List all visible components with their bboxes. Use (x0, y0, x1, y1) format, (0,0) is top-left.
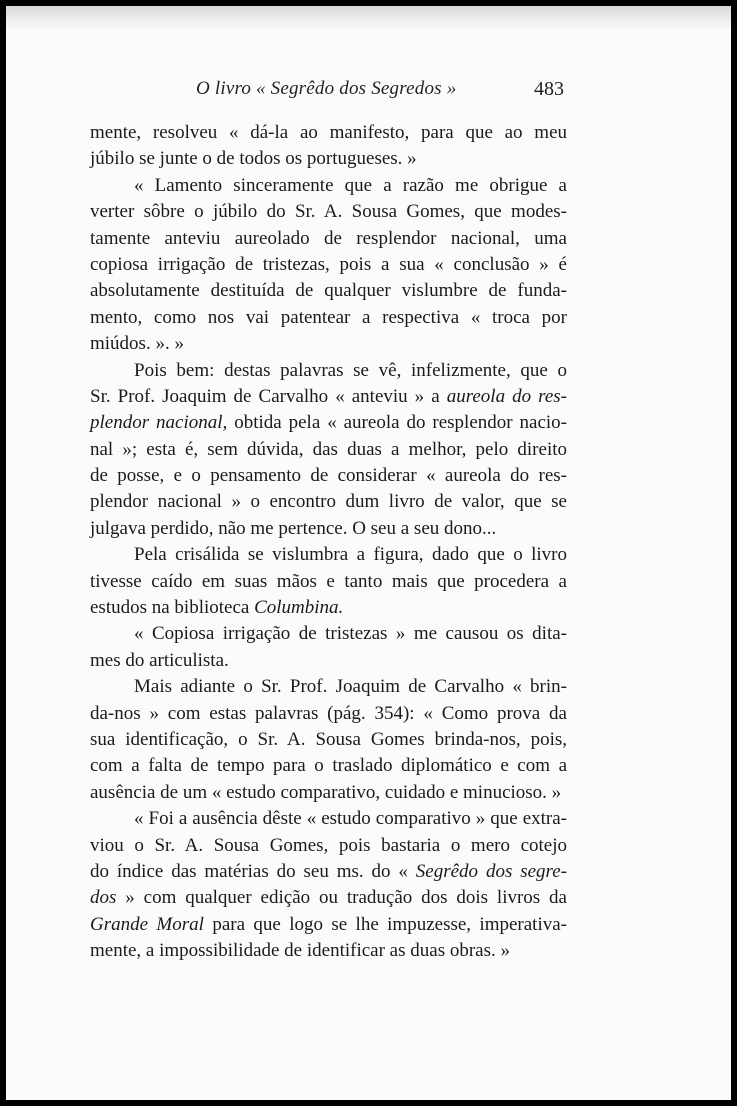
text-segment: miúdos. ». » (90, 333, 184, 355)
text-segment: mente, a impossibilidade de identificar as duas obras. » (90, 940, 510, 962)
text-line (90, 173, 567, 199)
italic-text: Grande Moral (90, 913, 204, 935)
text-line (90, 859, 567, 885)
text-segment: julgava perdido, não me pertence. O seu a seu dono... (90, 517, 497, 539)
text-line (90, 146, 567, 172)
text-segment: da-nos » com estas palavras (pág. 354): « Como prova da (90, 702, 567, 724)
page-number: 483 (534, 78, 564, 100)
text-segment: ausência de um « estudo comparativo, cuidado e minucioso. » (90, 781, 562, 803)
text-line (90, 252, 567, 278)
text-segment: verter sôbre o júbilo do Sr. A. Sousa Gomes, que modes- (90, 201, 567, 223)
text-segment: para que logo se lhe impuzesse, imperativa- (203, 913, 567, 935)
text-segment: viou o Sr. A. Sousa Gomes, pois bastaria o mero cotejo (90, 834, 567, 856)
text-segment: plendor nacional » o encontro dum livro de valor, que se (90, 491, 567, 513)
text-segment: tamente anteviu aureolado de resplendor nacional, uma (90, 227, 567, 249)
text-segment: Pois bem: destas palavras se vê, infelizmente, que o (134, 359, 567, 381)
scan-shadow (6, 6, 731, 30)
text-segment: « Lamento sinceramente que a razão me obrigue a (134, 174, 567, 196)
text-line (90, 912, 567, 938)
text-line (90, 569, 567, 595)
text-segment: Mais adiante o Sr. Prof. Joaquim de Carvalho « brin- (134, 676, 567, 698)
text-segment: nal »; esta é, sem dúvida, das duas a melhor, pelo direito (90, 438, 567, 460)
text-segment: júbilo se junte o de todos os portugueses. » (90, 148, 417, 170)
text-line (90, 806, 567, 832)
text-segment: estudos na biblioteca (90, 597, 255, 619)
text-segment: obtida pela « aureola do resplendor nacio- (227, 412, 567, 434)
text-segment: mento, como nos vai patentear a respectiva « troca por (90, 306, 567, 328)
text-segment: sua identificação, o Sr. A. Sousa Gomes brinda-nos, pois, (90, 728, 567, 750)
text-line (90, 489, 567, 515)
text-line (90, 516, 567, 542)
text-line (90, 621, 567, 647)
italic-text: plendor nacional, (90, 412, 228, 434)
text-segment: do índice das matérias do seu ms. do « (90, 860, 416, 882)
text-line (90, 384, 567, 410)
text-line (90, 331, 567, 357)
italic-text: Segrêdo dos segre- (415, 860, 567, 882)
running-head: O livro « Segrêdo dos Segredos » (196, 78, 457, 99)
italic-text: dos (90, 887, 117, 909)
text-segment: mes do articulista. (90, 649, 229, 671)
text-line (90, 833, 567, 859)
text-segment: Pela crisálida se vislumbra a figura, dado que o livro (134, 544, 567, 566)
italic-text: Columbina. (254, 597, 344, 619)
text-segment: mente, resolveu « dá-la ao manifesto, para que ao meu (90, 122, 567, 143)
text-line (90, 199, 567, 225)
text-line (90, 595, 567, 621)
text-segment: Sr. Prof. Joaquim de Carvalho « anteviu » a (90, 385, 447, 407)
text-line (90, 701, 567, 727)
text-line (90, 278, 567, 304)
body-text (90, 120, 567, 965)
text-line (90, 674, 567, 700)
text-line (90, 885, 567, 911)
text-line (90, 542, 567, 568)
text-segment: « Foi a ausência dêste « estudo comparativo » que extra- (134, 808, 567, 830)
text-line (90, 120, 567, 146)
text-line (90, 938, 567, 964)
text-line (90, 727, 567, 753)
text-line (90, 463, 567, 489)
text-segment: copiosa irrigação de tristezas, pois a sua « conclusão » é (90, 253, 567, 275)
text-segment: com a falta de tempo para o traslado diplomático e com a (90, 755, 567, 777)
text-line (90, 226, 567, 252)
text-segment: tivesse caído em suas mãos e tanto mais que procedera a (90, 570, 567, 592)
text-segment: » com qualquer edição ou tradução dos dois livros da (116, 887, 567, 909)
text-segment: absolutamente destituída de qualquer vislumbre de funda- (90, 280, 567, 302)
text-segment: de posse, e o pensamento de considerar « aureola do res- (90, 465, 567, 487)
book-page (6, 6, 731, 1100)
italic-text: aureola do res- (446, 385, 567, 407)
text-line (90, 437, 567, 463)
text-segment: « Copiosa irrigação de tristezas » me causou os dita- (134, 623, 567, 645)
text-line (90, 305, 567, 331)
text-line (90, 648, 567, 674)
text-line (90, 753, 567, 779)
text-line (90, 410, 567, 436)
text-line (90, 780, 567, 806)
text-line (90, 358, 567, 384)
